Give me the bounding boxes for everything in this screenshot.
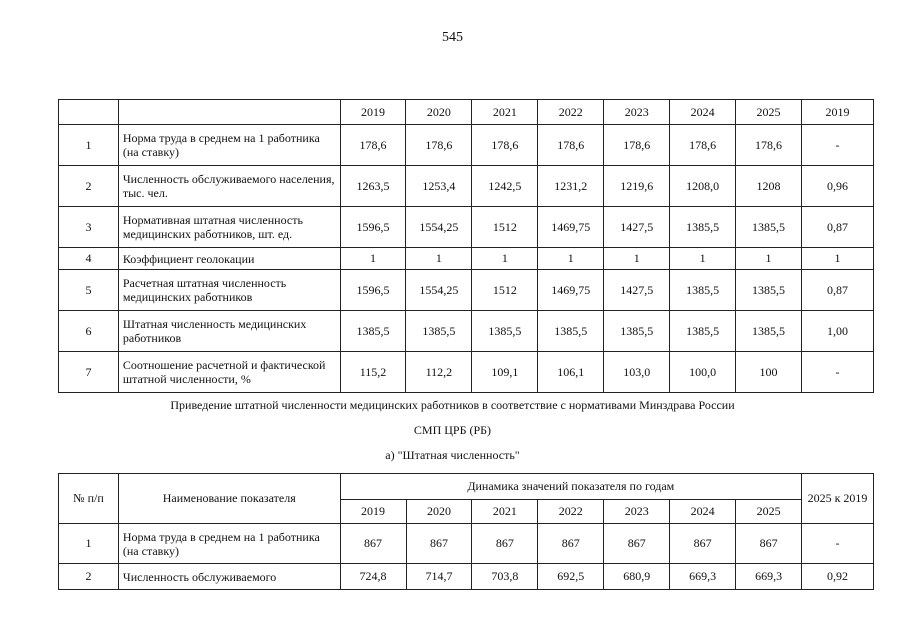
table-row (59, 311, 874, 352)
value-cell: 1253,4 (406, 166, 472, 207)
year-header: 2025 (736, 500, 802, 524)
value-cell: 1427,5 (604, 270, 670, 311)
value-cell: 100 (736, 352, 802, 393)
value-cell: 669,3 (670, 564, 736, 590)
value-cell: 867 (340, 524, 406, 564)
value-cell: 106,1 (538, 352, 604, 393)
table-row (59, 270, 874, 311)
value-cell: 680,9 (604, 564, 670, 590)
year-header: 2025 (736, 100, 802, 125)
value-cell: 1385,5 (736, 270, 802, 311)
table-row (59, 125, 874, 166)
indicator-name: Коэффициент геолокации (118, 248, 340, 270)
ratio-cell: - (802, 352, 874, 393)
year-header: 2023 (604, 100, 670, 125)
indicator-name: Норма труда в среднем на 1 работника (на ставку) (118, 125, 340, 166)
table-row (59, 207, 874, 248)
table-row (59, 166, 874, 207)
row-number: 3 (59, 207, 119, 248)
value-cell: 867 (670, 524, 736, 564)
value-cell: 1 (340, 248, 406, 270)
value-cell: 1208 (736, 166, 802, 207)
ratio-cell: - (802, 125, 874, 166)
year-header: 2020 (406, 100, 472, 125)
value-cell: 1385,5 (472, 311, 538, 352)
table-row (59, 524, 874, 564)
ratio-cell: - (802, 524, 874, 564)
value-cell: 178,6 (604, 125, 670, 166)
value-cell: 1385,5 (670, 207, 736, 248)
year-header: 2020 (406, 500, 472, 524)
value-cell: 100,0 (670, 352, 736, 393)
row-number: 1 (59, 125, 119, 166)
subsection-caption: а) "Штатная численность" (385, 448, 520, 462)
value-cell: 1469,75 (538, 207, 604, 248)
header-dynamics: Динамика значений показателя по годам (340, 474, 801, 500)
row-number: 1 (59, 524, 119, 564)
year-header: 2019 (340, 500, 406, 524)
staffing-table-1 (58, 99, 874, 393)
table-row (59, 352, 874, 393)
value-cell: 1231,2 (538, 166, 604, 207)
value-cell: 1385,5 (670, 270, 736, 311)
ratio-cell: 1,00 (802, 311, 874, 352)
value-cell: 1 (736, 248, 802, 270)
year-header: 2021 (472, 100, 538, 125)
value-cell: 867 (406, 524, 472, 564)
value-cell: 1385,5 (538, 311, 604, 352)
year-header: 2019 (340, 100, 406, 125)
value-cell: 1242,5 (472, 166, 538, 207)
value-cell: 115,2 (340, 352, 406, 393)
value-cell: 103,0 (604, 352, 670, 393)
header-empty-num (59, 100, 119, 125)
page-number: 545 (442, 30, 463, 45)
ratio-cell: 0,96 (802, 166, 874, 207)
header-ratio: 2025 к 2019 (802, 474, 874, 524)
ratio-cell: 0,87 (802, 207, 874, 248)
value-cell: 714,7 (406, 564, 472, 590)
header-row-number: № п/п (59, 474, 119, 524)
value-cell: 1 (604, 248, 670, 270)
value-cell: 867 (538, 524, 604, 564)
year-header: 2022 (538, 100, 604, 125)
value-cell: 867 (736, 524, 802, 564)
value-cell: 109,1 (472, 352, 538, 393)
value-cell: 1469,75 (538, 270, 604, 311)
indicator-name: Штатная численность медицинских работников (118, 311, 340, 352)
value-cell: 1512 (472, 207, 538, 248)
year-header: 2024 (670, 500, 736, 524)
indicator-name: Численность обслуживаемого населения, тыс. чел. (118, 166, 340, 207)
value-cell: 1385,5 (670, 311, 736, 352)
value-cell: 692,5 (538, 564, 604, 590)
value-cell: 178,6 (340, 125, 406, 166)
value-cell: 1263,5 (340, 166, 406, 207)
row-number: 2 (59, 564, 119, 590)
ratio-cell: 1 (802, 248, 874, 270)
year-header: 2022 (538, 500, 604, 524)
value-cell: 1 (472, 248, 538, 270)
value-cell: 1385,5 (736, 207, 802, 248)
row-number: 4 (59, 248, 119, 270)
value-cell: 178,6 (472, 125, 538, 166)
year-header: 2023 (604, 500, 670, 524)
value-cell: 1385,5 (406, 311, 472, 352)
indicator-name: Соотношение расчетной и фактической штатной численности, % (118, 352, 340, 393)
value-cell: 1 (670, 248, 736, 270)
indicator-name: Нормативная штатная численность медицинских работников, шт. ед. (118, 207, 340, 248)
value-cell: 1385,5 (340, 311, 406, 352)
value-cell: 178,6 (406, 125, 472, 166)
table-header-row (59, 100, 874, 125)
value-cell: 178,6 (538, 125, 604, 166)
value-cell: 1554,25 (406, 270, 472, 311)
value-cell: 867 (472, 524, 538, 564)
value-cell: 724,8 (340, 564, 406, 590)
value-cell: 1385,5 (604, 311, 670, 352)
header-indicator-name: Наименование показателя (118, 474, 340, 524)
year-header: 2024 (670, 100, 736, 125)
indicator-name: Норма труда в среднем на 1 работника (на ставку) (118, 524, 340, 564)
value-cell: 1596,5 (340, 207, 406, 248)
section-caption: Приведение штатной численности медицинских работников в соответствие с нормативами Минздрава России (170, 398, 735, 412)
row-number: 5 (59, 270, 119, 311)
row-number: 2 (59, 166, 119, 207)
value-cell: 703,8 (472, 564, 538, 590)
table-row (59, 248, 874, 270)
ratio-cell: 0,87 (802, 270, 874, 311)
value-cell: 867 (604, 524, 670, 564)
value-cell: 178,6 (670, 125, 736, 166)
year-header: 2021 (472, 500, 538, 524)
organization-caption: СМП ЦРБ (РБ) (413, 423, 492, 437)
row-number: 7 (59, 352, 119, 393)
indicator-name: Численность обслуживаемого (118, 564, 340, 590)
value-cell: 1208,0 (670, 166, 736, 207)
value-cell: 1 (538, 248, 604, 270)
staffing-table-2 (58, 473, 874, 590)
value-cell: 1427,5 (604, 207, 670, 248)
value-cell: 1385,5 (736, 311, 802, 352)
value-cell: 178,6 (736, 125, 802, 166)
row-number: 6 (59, 311, 119, 352)
ratio-year-header: 2019 (802, 100, 874, 125)
value-cell: 1 (406, 248, 472, 270)
indicator-name: Расчетная штатная численность медицинских работников (118, 270, 340, 311)
value-cell: 1596,5 (340, 270, 406, 311)
value-cell: 669,3 (736, 564, 802, 590)
table-row (59, 564, 874, 590)
value-cell: 1219,6 (604, 166, 670, 207)
value-cell: 112,2 (406, 352, 472, 393)
value-cell: 1512 (472, 270, 538, 311)
header-empty-name (118, 100, 340, 125)
ratio-cell: 0,92 (802, 564, 874, 590)
value-cell: 1554,25 (406, 207, 472, 248)
